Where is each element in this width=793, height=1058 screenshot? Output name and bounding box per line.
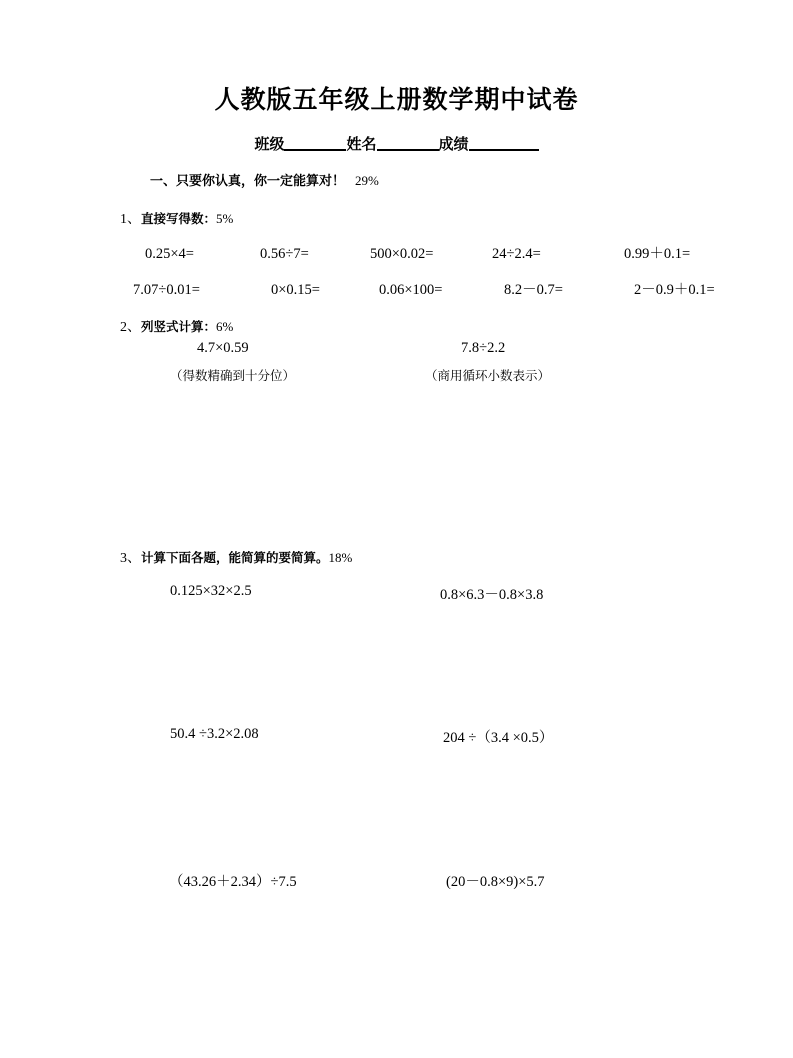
item-3-number: 3、 bbox=[120, 551, 141, 566]
score-field bbox=[439, 133, 539, 154]
mental-math-item: 24÷2.4= bbox=[492, 246, 541, 262]
mental-math-item: 7.07÷0.01= bbox=[133, 282, 200, 298]
name-label: 姓名 bbox=[346, 135, 377, 153]
mental-math-row-2 bbox=[133, 278, 715, 299]
vertical-calc-expression-2: 7.8÷2.2 bbox=[461, 340, 506, 356]
class-label: 班级 bbox=[254, 135, 285, 153]
student-info-line bbox=[0, 133, 793, 154]
vertical-calc-hint-2: （商用循环小数表示） bbox=[425, 369, 551, 383]
compute-problem-1: 0.125×32×2.5 bbox=[170, 583, 252, 599]
compute-problem-6: (20－0.8×9)×5.7 bbox=[446, 874, 545, 890]
score-label: 成绩 bbox=[438, 135, 469, 153]
item-2-points: 6% bbox=[216, 319, 234, 334]
item-3-header bbox=[120, 547, 352, 567]
mental-math-item: 0.25×4= bbox=[145, 246, 194, 262]
item-1-points: 5% bbox=[216, 211, 234, 226]
item-2-header bbox=[120, 316, 233, 336]
item-3-title: 计算下面各题，能简算的要简算。 bbox=[141, 550, 329, 565]
mental-math-item: 0.99＋0.1= bbox=[624, 246, 691, 262]
compute-problem-3: 50.4 ÷3.2×2.08 bbox=[170, 726, 259, 742]
compute-problem-4: 204 ÷（3.4 ×0.5） bbox=[443, 730, 554, 746]
mental-math-item: 2－0.9＋0.1= bbox=[634, 282, 715, 298]
class-field bbox=[254, 133, 346, 154]
section-1-title: 只要你认真，你一定能算对！ bbox=[176, 174, 346, 189]
compute-problem-5: （43.26＋2.34）÷7.5 bbox=[169, 874, 297, 890]
class-input-blank[interactable] bbox=[284, 134, 346, 151]
name-input-blank[interactable] bbox=[377, 134, 439, 151]
mental-math-item: 0.56÷7= bbox=[260, 246, 309, 262]
item-1-title: 直接写得数： bbox=[141, 211, 217, 226]
item-1-header bbox=[120, 208, 233, 228]
item-1-number: 1、 bbox=[120, 212, 141, 227]
mental-math-item: 500×0.02= bbox=[370, 246, 434, 262]
name-field bbox=[346, 133, 438, 154]
vertical-calc-hint-1: （得数精确到十分位） bbox=[170, 369, 296, 383]
section-header-1 bbox=[150, 170, 379, 189]
vertical-calc-expression-1: 4.7×0.59 bbox=[197, 340, 249, 356]
mental-math-row-1 bbox=[145, 242, 690, 263]
item-2-title: 列竖式计算： bbox=[141, 319, 217, 334]
section-1-points: 29% bbox=[355, 173, 379, 188]
compute-problem-2: 0.8×6.3－0.8×3.8 bbox=[440, 587, 544, 603]
mental-math-item: 8.2－0.7= bbox=[504, 282, 563, 298]
item-3-points: 18% bbox=[328, 550, 353, 565]
mental-math-item: 0×0.15= bbox=[271, 282, 320, 298]
item-2-number: 2、 bbox=[120, 320, 141, 335]
mental-math-item: 0.06×100= bbox=[379, 282, 443, 298]
page-title: 人教版五年级上册数学期中试卷 bbox=[214, 85, 579, 114]
score-input-blank[interactable] bbox=[469, 134, 539, 151]
section-1-number: 一、 bbox=[150, 174, 177, 189]
